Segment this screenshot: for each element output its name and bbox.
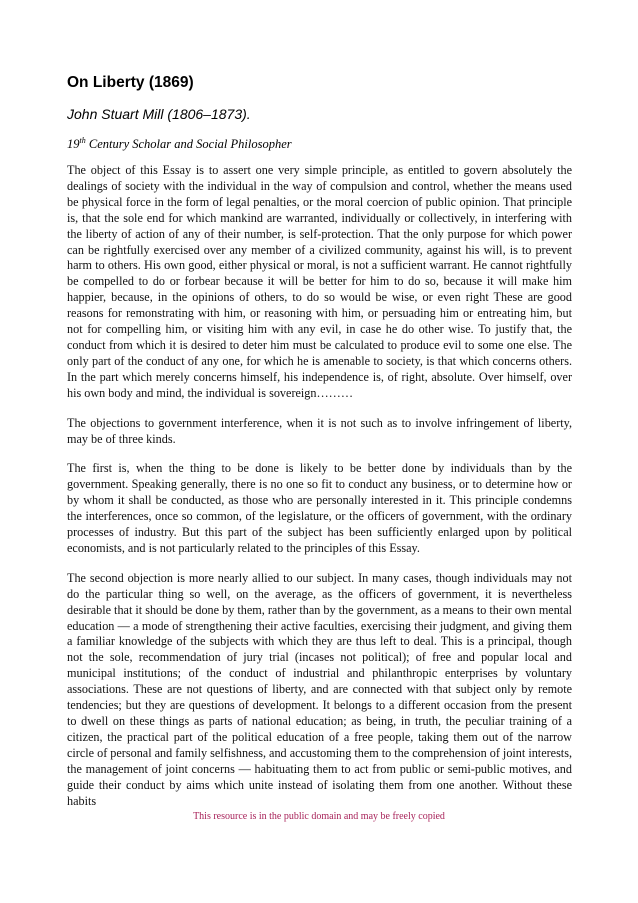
subtitle-ordinal-suffix: th [79, 135, 86, 145]
document-content [67, 73, 572, 809]
document-subtitle [67, 136, 572, 152]
page-footer: This resource is in the public domain and may be freely copied [193, 811, 445, 822]
subtitle-ordinal: 19 [67, 137, 80, 151]
body-paragraph: The second objection is more nearly allied to our subject. In many cases, though individuals may not do the particular thing so well, on the average, as the officers of government, it is nevertheless desirable that it should be done by them, rather than by the government, as a means to their own mental education — a mode of strengthening their active faculties, exercising their judgment, and giving them a familiar knowledge of the subjects with which they are thus left to deal. This is a principal, though not the sole, recommendation of jury trial (incases not political); of free and popular local and municipal institutions; of the conduct of industrial and philanthropic enterprises by voluntary associations. These are not questions of liberty, and are connected with that subject only by remote tendencies; but they are questions of development. It belongs to a different occasion from the present to dwell on these things as parts of national education; as being, in truth, the peculiar training of a citizen, the practical part of the political education of a free people, taking them out of the narrow circle of personal and family selfishness, and accustoming them to the comprehension of joint interests, the management of joint concerns — habituating them to act from public or semi-public motives, and guide their conduct by aims which unite instead of isolating them from one another. Without these habits [67, 570, 572, 808]
body-paragraph: The first is, when the thing to be done is likely to be better done by individuals than by the government. Speaking generally, there is no one so fit to conduct any business, or to determine how or by whom it shall be conducted, as those who are personally interested in it. This principle condemns the interferences, once so common, of the legislature, or the officers of government, with the ordinary processes of industry. But this part of the subject has been sufficiently enlarged upon by political economists, and is not particularly related to the principles of this Essay. [67, 461, 572, 555]
document-title: On Liberty (1869) [67, 74, 194, 91]
document-author: John Stuart Mill (1806–1873). [67, 106, 251, 122]
body-paragraph: The object of this Essay is to assert one very simple principle, as entitled to govern absolutely the dealings of society with the individual in the way of compulsion and control, whether the means used be physical force in the form of legal penalties, or the moral coercion of public opinion. That principle is, that the sole end for which mankind are warranted, individually or collectively, in interfering with the liberty of action of any of their number, is self-protection. That the only purpose for which power can be rightfully exercised over any member of a civilized community, against his will, is to prevent harm to others. His own good, either physical or moral, is not a sufficient warrant. He cannot rightfully be compelled to do or forbear because it will be better for him to do so, because it will make him happier, because, in the opinions of others, to do so would be wise, or even right These are good reasons for remonstrating with him, or reasoning with him, or persuading him or entreating him, but not for compelling him, or visiting him with any evil, in case he do other wise. To justify that, the conduct from which it is desired to deter him must be calculated to produce evil to some one else. The only part of the conduct of any one, for which he is amenable to society, is that which concerns others. In the part which merely concerns himself, his independence is, of right, absolute. Over himself, over his own body and mind, the individual is sovereign……… [67, 163, 572, 400]
body-paragraph: The objections to government interference, when it is not such as to involve infringement of liberty, may be of three kinds. [67, 415, 572, 446]
subtitle-text: Century Scholar and Social Philosopher [85, 137, 292, 151]
